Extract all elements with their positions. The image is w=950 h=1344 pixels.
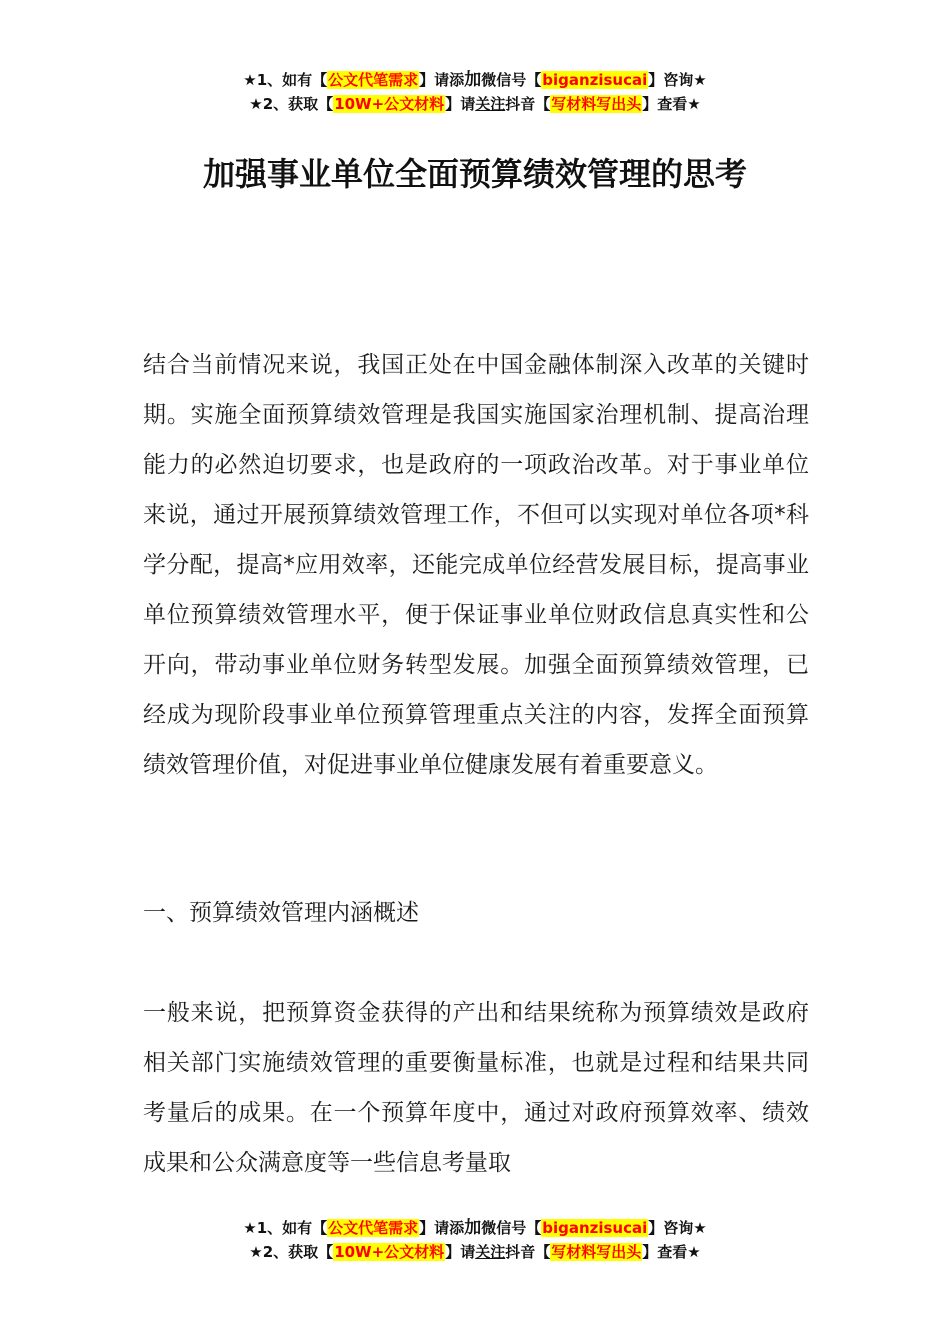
document-title: 加强事业单位全面预算绩效管理的思考 [202, 155, 747, 193]
header-banner [0, 68, 950, 116]
banner-emphasis: 加 [464, 1218, 482, 1238]
banner-text: ★1、如有【 [243, 71, 328, 89]
banner-highlight: 公文代笔需求 [328, 1219, 419, 1237]
banner-highlight: 10W+公文材料 [334, 1243, 445, 1261]
banner-emphasis: 加 [464, 70, 482, 90]
banner-highlight: biganzisucai [542, 71, 648, 89]
banner-text: 】查看★ [642, 1243, 701, 1261]
banner-line-2 [0, 1240, 950, 1264]
banner-emphasis: 关注 [475, 1243, 506, 1261]
banner-line-2 [0, 92, 950, 116]
banner-highlight: 写材料写出头 [551, 1243, 642, 1261]
banner-highlight: 10W+公文材料 [334, 95, 445, 113]
banner-text: ★2、获取【 [249, 95, 334, 113]
banner-text: 】请添 [419, 1219, 465, 1237]
banner-highlight: 公文代笔需求 [328, 71, 419, 89]
banner-line-1 [0, 68, 950, 92]
banner-text: 】请 [445, 1243, 476, 1261]
footer-banner [0, 1216, 950, 1264]
banner-text: 】请 [445, 95, 476, 113]
banner-text: ★1、如有【 [243, 1219, 328, 1237]
banner-emphasis: 关注 [475, 95, 506, 113]
section-heading: 一、预算绩效管理内涵概述 [143, 900, 419, 926]
banner-text: 】咨询★ [648, 71, 707, 89]
banner-text: 】请添 [419, 71, 465, 89]
banner-highlight: biganzisucai [542, 1219, 648, 1237]
banner-highlight: 写材料写出头 [551, 95, 642, 113]
banner-text: 抖音【 [505, 95, 551, 113]
banner-line-1 [0, 1216, 950, 1240]
banner-text: 微信号【 [481, 1219, 542, 1237]
banner-text: 抖音【 [505, 1243, 551, 1261]
body-paragraph: 一般来说，把预算资金获得的产出和结果统称为预算绩效是政府相关部门实施绩效管理的重要衡量标准，也就是过程和结果共同考量后的成果。在一个预算年度中，通过对政府预算效率、绩效成果和公众满意度等一些信息考量取 [143, 1000, 809, 1176]
banner-text: 】咨询★ [648, 1219, 707, 1237]
banner-text: 微信号【 [481, 71, 542, 89]
banner-text: ★2、获取【 [249, 1243, 334, 1261]
body-paragraph: 结合当前情况来说，我国正处在中国金融体制深入改革的关键时期。实施全面预算绩效管理是我国实施国家治理机制、提高治理能力的必然迫切要求，也是政府的一项政治改革。对于事业单位来说，通过开展预算绩效管理工作，不但可以实现对单位各项*科学分配，提高*应用效率，还能完成单位经营发展目标，提高事业单位预算绩效管理水平，便于保证事业单位财政信息真实性和公开向，带动事业单位财务转型发展。加强全面预算绩效管理，已经成为现阶段事业单位预算管理重点关注的内容，发挥全面预算绩效管理价值，对促进事业单位健康发展有着重要意义。 [143, 352, 809, 778]
banner-text: 】查看★ [642, 95, 701, 113]
